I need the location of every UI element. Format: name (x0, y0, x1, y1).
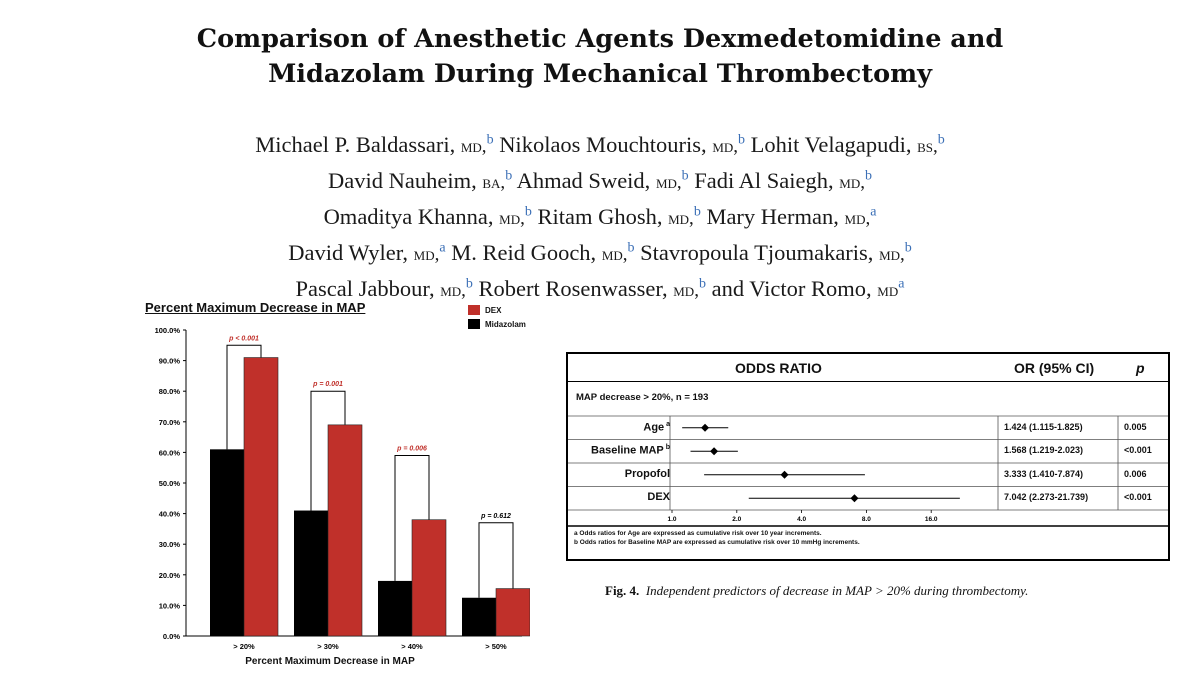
author-line (0, 236, 1200, 272)
author-list (0, 128, 1200, 308)
author-degree: md, (413, 244, 440, 265)
author-name: David Nauheim, (328, 168, 483, 193)
author-name: Lohit Velagapudi, (745, 132, 918, 157)
author-degree: bs, (917, 136, 938, 157)
bar-dex (328, 425, 362, 636)
p-value-annotation: p = 0.006 (397, 445, 427, 453)
forest-row-ci: 1.568 (1.219-2.023) (1004, 445, 1084, 456)
y-tick-label: 40.0% (158, 509, 180, 519)
forest-header (568, 354, 1168, 382)
y-tick-label: 10.0% (158, 601, 180, 611)
forest-row-label (643, 421, 670, 434)
author-affiliation: b (465, 276, 473, 292)
p-value-annotation: p = 0.612 (481, 512, 511, 520)
y-tick-label: 20.0% (158, 570, 180, 580)
y-tick-label: 50.0% (158, 479, 180, 488)
paper-title (0, 22, 1200, 92)
y-tick-label: 80.0% (158, 387, 180, 397)
x-tick-label: > 50% (485, 642, 507, 651)
author-affiliation: a (439, 240, 446, 256)
author-name: Ritam Ghosh, (531, 204, 669, 229)
p-value-annotation: p < 0.001 (229, 335, 259, 343)
x-tick-label: > 20% (233, 642, 255, 651)
forest-row-label (625, 468, 670, 480)
bar-midazolam (294, 511, 328, 636)
figure-caption (605, 583, 1028, 599)
author-affiliation: b (904, 240, 912, 256)
author-affiliation: b (693, 204, 701, 220)
odds-ratio-marker (710, 447, 718, 455)
author-name: Stavropoula Tjoumakaris, (634, 240, 880, 265)
forest-footnote: b Odds ratios for Baseline MAP are expressed as cumulative risk over 10 mmHg increments. (574, 539, 860, 546)
author-name: Robert Rosenwasser, (472, 276, 674, 301)
author-degree: md, (879, 244, 905, 265)
author-degree: md, (655, 172, 682, 193)
forest-row-label-text: Propofol (624, 467, 670, 480)
bar-dex (496, 589, 530, 636)
y-tick-label: 100.0% (154, 326, 180, 335)
forest-footnote: a Odds ratios for Age are expressed as cumulative risk over 10 year increments. (574, 530, 822, 537)
x-tick-label: > 30% (317, 642, 339, 651)
odds-ratio-marker (781, 471, 789, 479)
forest-row-label-text: DEX (647, 491, 670, 504)
forest-row-label (647, 491, 670, 503)
forest-row-p-value: <0.001 (1124, 492, 1152, 503)
forest-x-tick-label: 4.0 (797, 516, 807, 523)
bar-dex (412, 520, 446, 636)
forest-row-label-sup: b (663, 444, 670, 452)
author-degree: md, (499, 208, 525, 229)
author-affiliation: b (681, 168, 689, 184)
forest-x-tick-label: 16.0 (924, 516, 938, 523)
forest-row-ci: 7.042 (2.273-21.739) (1004, 492, 1089, 503)
author-degree: md, (673, 280, 699, 301)
author-line (0, 200, 1200, 236)
author-affiliation: b (738, 132, 746, 148)
figure-caption-text: Independent predictors of decrease in MAP > 20% during thrombectomy. (645, 583, 1029, 598)
y-tick-label: 60.0% (158, 448, 180, 458)
author-affiliation: b (524, 204, 532, 220)
forest-subtitle: MAP decrease > 20%, n = 193 (576, 392, 709, 403)
p-value-annotation: p = 0.001 (313, 381, 343, 389)
author-degree: md, (712, 136, 739, 157)
forest-header-p: p (1136, 360, 1145, 376)
author-degree: md, (440, 280, 466, 301)
paper-title-line-1: Comparison of Anesthetic Agents Dexmedetomidine and (196, 24, 1004, 54)
author-degree: md (877, 280, 899, 301)
author-degree: ba, (482, 172, 506, 193)
author-affiliation: b (864, 168, 872, 184)
author-line (0, 128, 1200, 164)
bar-dex (244, 358, 278, 636)
author-affiliation: a (898, 276, 905, 292)
y-tick-label: 90.0% (158, 356, 180, 366)
bar-chart-title: Percent Maximum Decrease in MAP (145, 300, 366, 315)
author-degree: md, (839, 172, 865, 193)
author-affiliation: b (698, 276, 706, 292)
bar-midazolam (462, 598, 496, 636)
forest-row-label-text: Baseline MAP (591, 444, 664, 457)
forest-row-p-value: 0.005 (1124, 421, 1147, 432)
author-name: Michael P. Baldassari, (255, 132, 461, 157)
author-name: Nikolaos Mouchtouris, (493, 132, 713, 157)
forest-row-p-value: 0.006 (1124, 468, 1147, 479)
author-name: Mary Herman, (700, 204, 845, 229)
author-name: M. Reid Gooch, (445, 240, 602, 265)
author-degree: md, (844, 208, 871, 229)
author-affiliation: b (937, 132, 945, 148)
author-name: Ahmad Sweid, (512, 168, 656, 193)
author-name: David Wyler, (288, 240, 414, 265)
bar-chart-x-axis-title: Percent Maximum Decrease in MAP (245, 656, 415, 667)
author-affiliation: b (486, 132, 494, 148)
author-name: Fadi Al Saiegh, (688, 168, 840, 193)
forest-row-label (591, 444, 670, 457)
author-name: Pascal Jabbour, (295, 276, 441, 301)
bar-chart (140, 318, 530, 656)
forest-x-tick-label: 1.0 (667, 516, 677, 523)
legend-label-dex: DEX (485, 305, 502, 315)
forest-x-tick-label: 8.0 (861, 516, 871, 523)
legend-swatch-dex (468, 305, 480, 315)
author-affiliation: b (627, 240, 635, 256)
author-name: and Victor Romo, (705, 276, 878, 301)
author-affiliation: a (870, 204, 877, 220)
forest-header-ci: OR (95% CI) (1014, 360, 1095, 376)
odds-ratio-marker (850, 494, 858, 502)
figure-caption-label: Fig. 4. (605, 583, 640, 598)
x-tick-label: > 40% (401, 642, 423, 651)
y-tick-label: 70.0% (158, 417, 180, 427)
author-name: Omaditya Khanna, (323, 204, 500, 229)
forest-plot (566, 352, 1170, 561)
forest-x-tick-label: 2.0 (732, 516, 742, 523)
legend-item-dex (468, 303, 526, 317)
forest-row-p-value: <0.001 (1124, 445, 1152, 456)
forest-row-ci: 3.333 (1.410-7.874) (1004, 468, 1084, 479)
paper-title-line-2: Midazolam During Mechanical Thrombectomy (268, 59, 932, 89)
bar-midazolam (378, 581, 412, 636)
forest-row-label-sup: a (664, 420, 670, 428)
forest-row-label-text: Age (643, 421, 665, 434)
author-line (0, 164, 1200, 200)
odds-ratio-marker (701, 424, 709, 432)
author-degree: md, (601, 244, 628, 265)
author-degree: md, (460, 136, 487, 157)
author-degree: md, (668, 208, 694, 229)
author-affiliation: b (505, 168, 513, 184)
significance-bracket (479, 523, 513, 598)
y-tick-label: 30.0% (158, 540, 180, 550)
bar-midazolam (210, 449, 244, 636)
forest-header-label: ODDS RATIO (735, 360, 822, 376)
forest-row-ci: 1.424 (1.115-1.825) (1004, 421, 1083, 432)
legend-label-midazolam: Midazolam (485, 319, 526, 329)
y-tick-label: 0.0% (162, 632, 180, 641)
